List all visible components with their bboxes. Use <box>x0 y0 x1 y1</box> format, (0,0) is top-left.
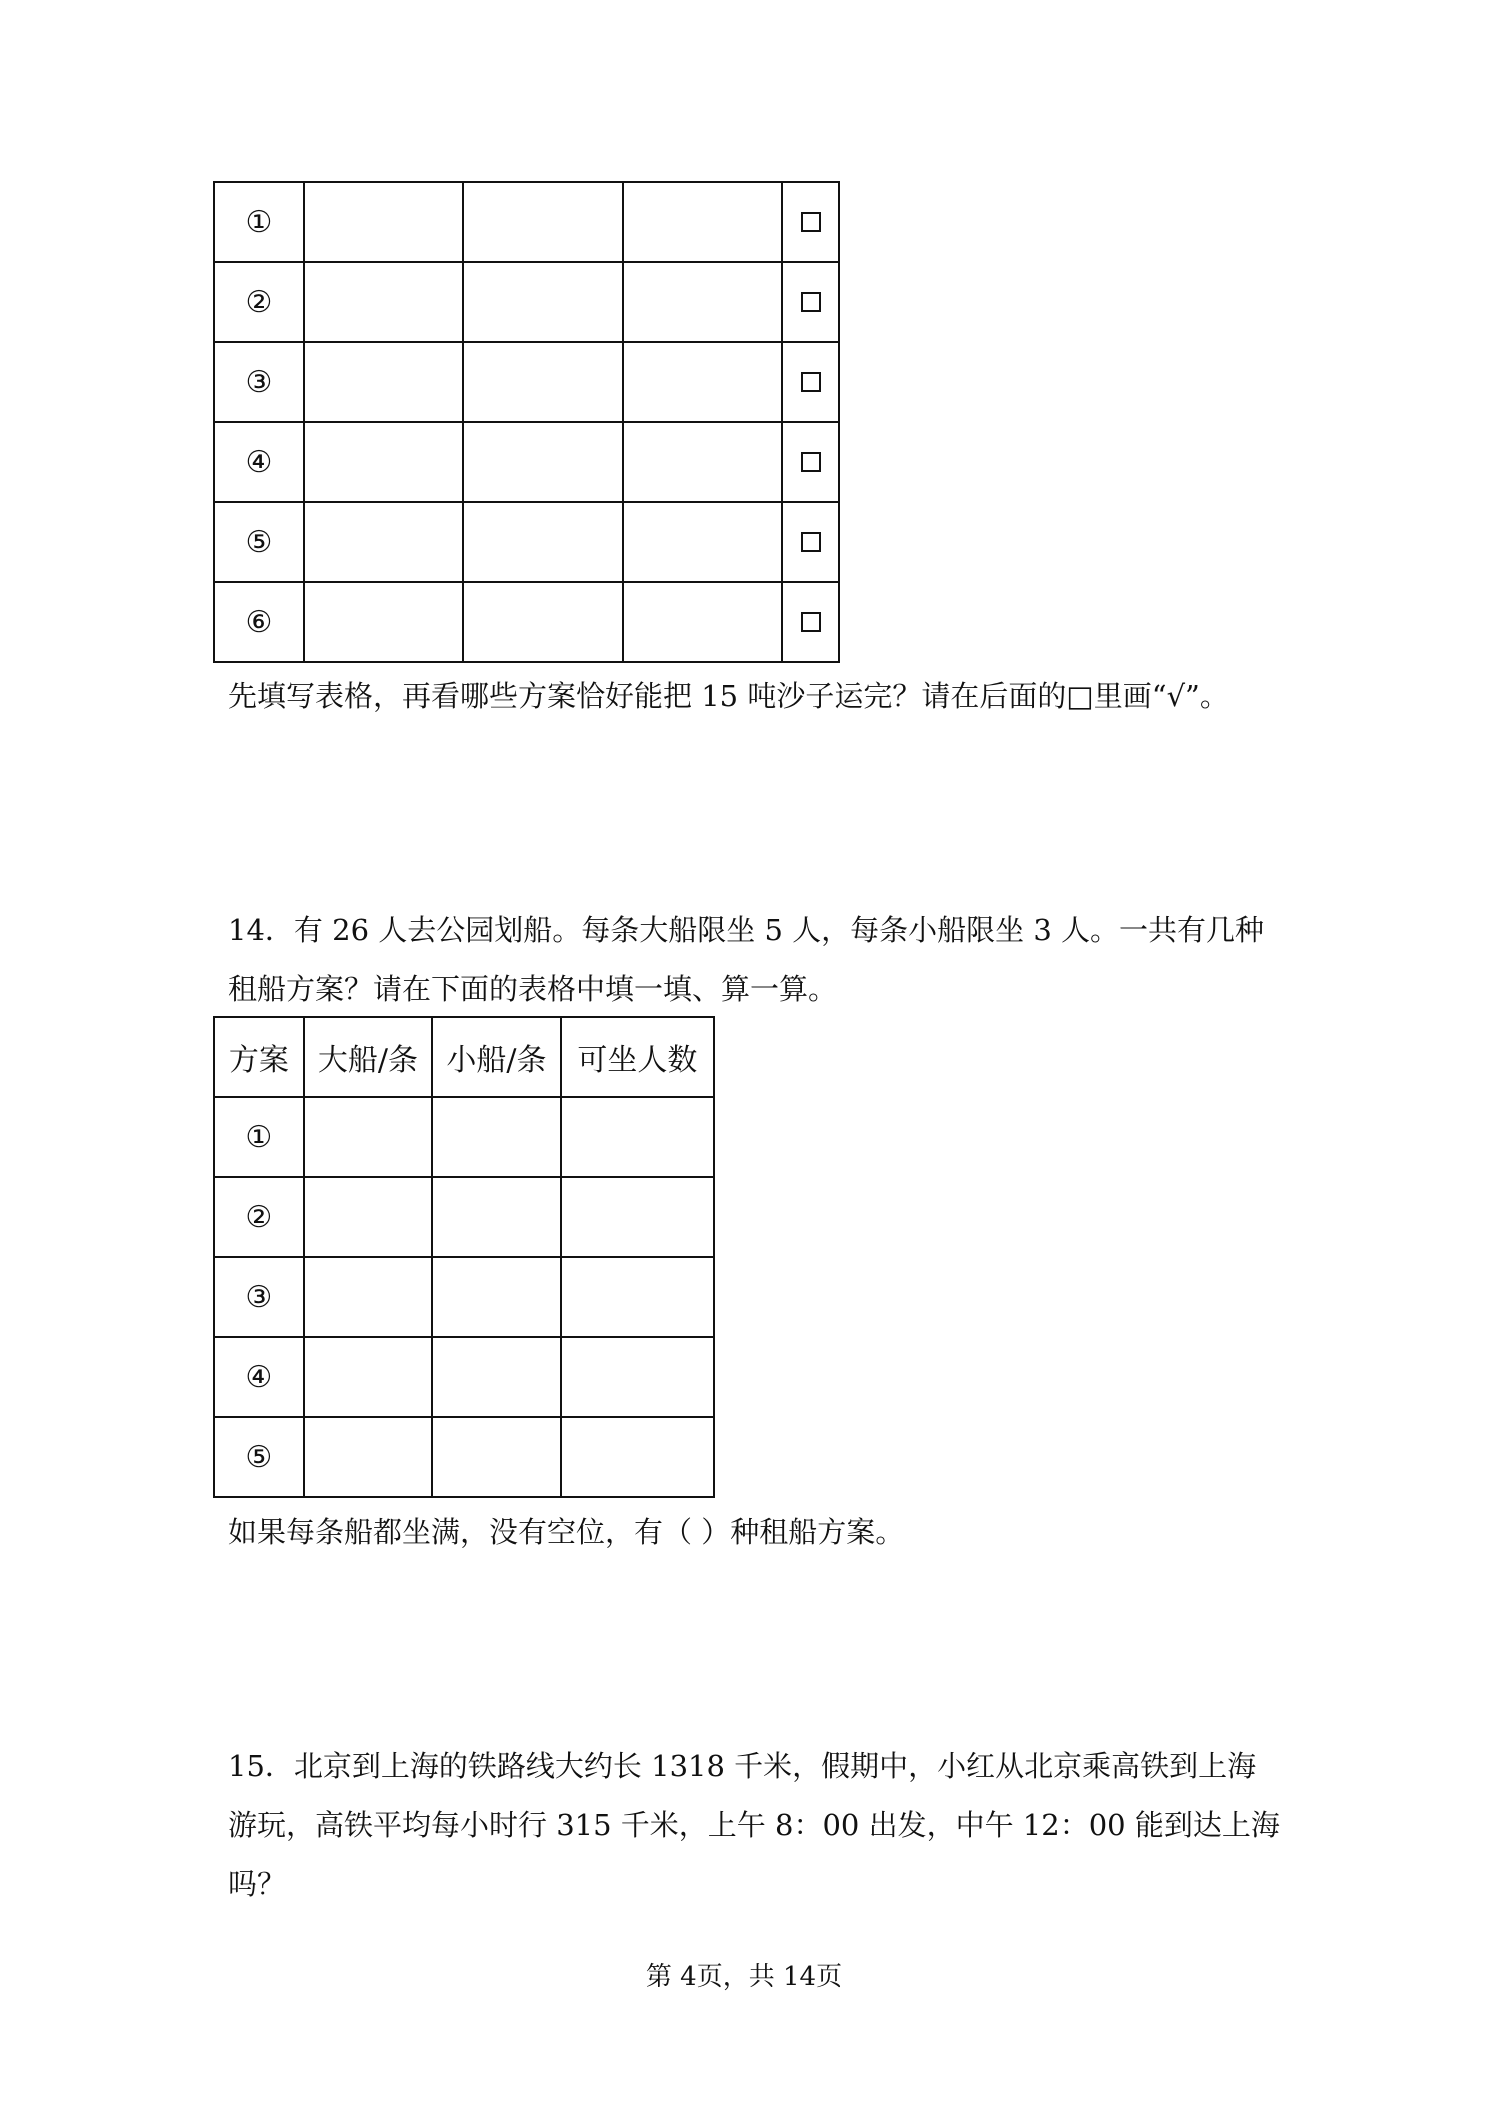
table-cell <box>623 422 782 502</box>
row-label: ⑥ <box>214 582 304 662</box>
table-cell <box>561 1177 714 1257</box>
checkbox-square[interactable] <box>801 292 821 312</box>
table-cell <box>432 1177 561 1257</box>
table-cell <box>463 582 622 662</box>
table-cell <box>304 422 463 502</box>
table-header-row <box>214 1017 714 1097</box>
table-cell <box>463 502 622 582</box>
row-label: ② <box>214 262 304 342</box>
table-row <box>214 422 839 502</box>
row-label: ④ <box>214 1337 304 1417</box>
table-cell <box>623 182 782 262</box>
table-row <box>214 1177 714 1257</box>
table-cell <box>304 342 463 422</box>
checkbox-square[interactable] <box>801 532 821 552</box>
table-cell <box>463 342 622 422</box>
table-cell <box>623 582 782 662</box>
checkbox-square[interactable] <box>801 452 821 472</box>
table-cell <box>432 1257 561 1337</box>
table-cell <box>623 342 782 422</box>
table-row <box>214 582 839 662</box>
checkbox-cell <box>782 182 839 262</box>
table-cell <box>432 1417 561 1497</box>
checkbox-cell <box>782 262 839 342</box>
table-cell <box>561 1417 714 1497</box>
table-row <box>214 182 839 262</box>
table-cell <box>623 262 782 342</box>
q14-line1: 14．有 26 人去公园划船。每条大船限坐 5 人，每条小船限坐 3 人。一共有几种 <box>228 913 1265 947</box>
table-cell <box>463 422 622 502</box>
checkbox-cell <box>782 422 839 502</box>
checkbox-cell <box>782 582 839 662</box>
table-cell <box>304 1097 433 1177</box>
q15-line1: 15．北京到上海的铁路线大约长 1318 千米，假期中，小红从北京乘高铁到上海 <box>228 1749 1257 1783</box>
page-footer: 第 4页，共 14页 <box>645 1962 843 1992</box>
table-row <box>214 502 839 582</box>
checkbox-cell <box>782 502 839 582</box>
row-label: ③ <box>214 1257 304 1337</box>
table-cell <box>561 1257 714 1337</box>
table-row <box>214 1257 714 1337</box>
column-header: 方案 <box>214 1017 304 1097</box>
q14-line2: 租船方案？请在下面的表格中填一填、算一算。 <box>228 972 838 1006</box>
column-header: 大船/条 <box>304 1017 433 1097</box>
table-cell <box>304 582 463 662</box>
q15-line2: 游玩，高铁平均每小时行 315 千米，上午 8：00 出发，中午 12：00 能到达上海 <box>228 1808 1280 1842</box>
table-cell <box>432 1097 561 1177</box>
column-header: 可坐人数 <box>561 1017 714 1097</box>
row-label: ② <box>214 1177 304 1257</box>
column-header: 小船/条 <box>432 1017 561 1097</box>
table-cell <box>432 1337 561 1417</box>
checkbox-square[interactable] <box>801 212 821 232</box>
row-label: ③ <box>214 342 304 422</box>
table-cell <box>304 1257 433 1337</box>
checkbox-square[interactable] <box>801 372 821 392</box>
table-cell <box>304 262 463 342</box>
table-row <box>214 262 839 342</box>
q15-line3: 吗？ <box>228 1867 287 1901</box>
boat-plan-table <box>213 1016 715 1498</box>
row-label: ① <box>214 182 304 262</box>
table-row <box>214 342 839 422</box>
table-row <box>214 1417 714 1497</box>
q14-followup: 如果每条船都坐满，没有空位，有（ ）种租船方案。 <box>228 1515 905 1549</box>
table-cell <box>304 502 463 582</box>
table-row <box>214 1097 714 1177</box>
table-cell <box>304 1417 433 1497</box>
row-label: ⑤ <box>214 502 304 582</box>
sand-plan-table <box>213 181 840 663</box>
table-cell <box>463 262 622 342</box>
table-cell <box>623 502 782 582</box>
table-cell <box>561 1337 714 1417</box>
row-label: ① <box>214 1097 304 1177</box>
row-label: ⑤ <box>214 1417 304 1497</box>
table-row <box>214 1337 714 1417</box>
table-cell <box>463 182 622 262</box>
table-cell <box>304 1177 433 1257</box>
table-cell <box>561 1097 714 1177</box>
row-label: ④ <box>214 422 304 502</box>
checkbox-square[interactable] <box>801 612 821 632</box>
checkbox-cell <box>782 342 839 422</box>
table-cell <box>304 182 463 262</box>
q13-instruction: 先填写表格，再看哪些方案恰好能把 15 吨沙子运完？请在后面的□里画“√”。 <box>228 679 1229 713</box>
table-cell <box>304 1337 433 1417</box>
